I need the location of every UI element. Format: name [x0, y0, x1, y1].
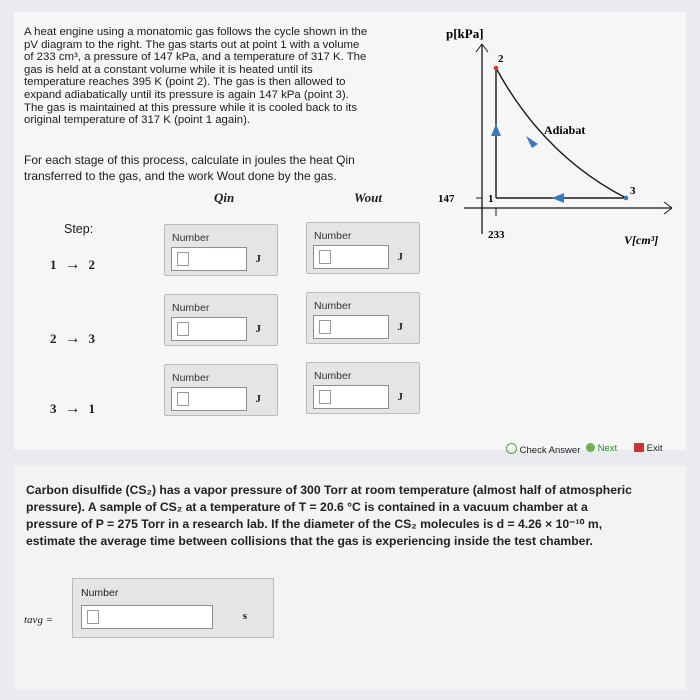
- step-to: 1: [88, 401, 95, 416]
- x-axis-arrowhead: [664, 202, 672, 208]
- problem-line: The gas is maintained at this pressure while it is cooled back to its: [24, 101, 358, 114]
- arrow-down-right-icon: [526, 136, 538, 148]
- y-axis-arrowhead: [476, 44, 482, 52]
- unit-label: J: [397, 321, 403, 333]
- collision-problem-panel: [14, 466, 686, 690]
- q-answer-box-2-3: [164, 294, 278, 346]
- number-label: Number: [172, 302, 210, 314]
- unit-label: s: [242, 610, 247, 622]
- next-link[interactable]: [586, 443, 617, 454]
- tavg-answer-box: [72, 578, 274, 638]
- unit-label: J: [255, 323, 261, 335]
- problem-line: pressure of P = 275 Torr in a research lab. If the diameter of the CS₂ molecules is d = 4.26 × 10⁻¹⁰ m,: [26, 517, 603, 531]
- unit-label: J: [255, 253, 261, 265]
- step-row-2-3: [50, 330, 95, 348]
- x-axis-arrowhead: [664, 208, 672, 214]
- step-to: 3: [88, 331, 95, 346]
- step-row-3-1: [50, 400, 95, 418]
- number-label: Number: [172, 232, 210, 244]
- next-label: Next: [597, 443, 618, 454]
- w-answer-box-2-3: [306, 292, 420, 344]
- y-axis-arrowhead: [482, 44, 488, 52]
- step-label: Step:: [64, 222, 94, 236]
- tavg-input[interactable]: [81, 605, 213, 629]
- w-input-3-1[interactable]: [313, 385, 389, 409]
- check-answer-link[interactable]: [506, 443, 580, 456]
- pressure-tick-label: 147: [438, 193, 455, 205]
- q-input-1-2[interactable]: [171, 247, 247, 271]
- input-caret: [177, 322, 189, 336]
- arrow-up-icon: [491, 124, 501, 136]
- problem-line: temperature reaches 395 K (point 2). The gas is then allowed to: [24, 76, 346, 89]
- number-label: Number: [81, 587, 119, 599]
- q-input-3-1[interactable]: [171, 387, 247, 411]
- next-icon: [586, 443, 595, 452]
- instruction-line: For each stage of this process, calculate in joules the heat Qin: [24, 153, 355, 167]
- input-caret: [177, 252, 189, 266]
- problem-line: original temperature of 317 K (point 1 again).: [24, 114, 251, 127]
- q-answer-box-1-2: [164, 224, 278, 276]
- instruction-text: [24, 152, 424, 184]
- pv-diagram: [424, 16, 686, 252]
- exit-link[interactable]: [634, 443, 662, 454]
- volume-tick-label: 233: [488, 229, 505, 241]
- adiabat-label: Adiabat: [544, 123, 586, 137]
- number-label: Number: [314, 370, 352, 382]
- problem-line: estimate the average time between collisions that the gas is experiencing inside the test chamber.: [26, 534, 593, 548]
- unit-label: J: [397, 391, 403, 403]
- instruction-line: transferred to the gas, and the work Wout done by the gas.: [24, 169, 337, 183]
- unit-label: J: [397, 251, 403, 263]
- point-3-label: 3: [630, 185, 636, 197]
- exit-icon: [634, 443, 644, 452]
- number-label: Number: [314, 300, 352, 312]
- problem-line: pV diagram to the right. The gas starts out at point 1 with a volume: [24, 38, 360, 51]
- problem-statement: [24, 26, 424, 127]
- point-2-label: 2: [498, 53, 504, 65]
- step-from: 1: [50, 257, 57, 272]
- check-answer-label: Check Answer: [519, 445, 581, 456]
- w-input-2-3[interactable]: [313, 315, 389, 339]
- q-answer-box-3-1: [164, 364, 278, 416]
- x-axis-label: V[cm³]: [624, 233, 659, 247]
- point-3-marker: [624, 196, 629, 201]
- input-caret: [319, 320, 331, 334]
- step-arrow: →: [64, 256, 81, 273]
- step-row-1-2: [50, 256, 95, 274]
- w-answer-box-3-1: [306, 362, 420, 414]
- problem-line: gas is held at a constant volume while it is heated until its: [24, 63, 313, 76]
- tavg-symbol: tavg =: [24, 614, 54, 626]
- check-icon: [506, 443, 517, 454]
- work-column-header: Wout: [354, 190, 382, 205]
- point-1-label: 1: [488, 193, 494, 205]
- exit-label: Exit: [646, 443, 663, 454]
- problem-line: expand adiabatically until its pressure is again 147 kPa (point 3).: [24, 88, 349, 101]
- input-caret: [87, 610, 99, 624]
- heat-column-header: Qin: [214, 190, 235, 205]
- problem-line: of 233 cm³, a pressure of 147 kPa, and a temperature of 317 K. The: [24, 51, 367, 64]
- unit-label: J: [255, 393, 261, 405]
- y-axis-label: p[kPa]: [446, 26, 484, 41]
- step-arrow: →: [64, 400, 81, 417]
- number-label: Number: [314, 230, 352, 242]
- problem-line: A heat engine using a monatomic gas follows the cycle shown in the: [24, 26, 368, 38]
- step-from: 2: [50, 331, 57, 346]
- input-caret: [319, 250, 331, 264]
- step-arrow: →: [64, 330, 81, 347]
- w-answer-box-1-2: [306, 222, 420, 274]
- number-label: Number: [172, 372, 210, 384]
- input-caret: [319, 390, 331, 404]
- w-input-1-2[interactable]: [313, 245, 389, 269]
- step-from: 3: [50, 401, 57, 416]
- q-input-2-3[interactable]: [171, 317, 247, 341]
- point-2-marker: [494, 66, 499, 71]
- step-to: 2: [88, 257, 95, 272]
- problem-line: Carbon disulfide (CS₂) has a vapor pressure of 300 Torr at room temperature (almost half of atmospheric: [26, 483, 632, 497]
- heat-engine-problem-panel: [14, 12, 686, 456]
- input-caret: [177, 392, 189, 406]
- problem-line: pressure). A sample of CS₂ at a temperature of T = 20.6 °C is contained in a vacuum chamber at a: [26, 500, 588, 514]
- arrow-left-icon: [552, 193, 564, 203]
- collision-problem-statement: [26, 482, 676, 550]
